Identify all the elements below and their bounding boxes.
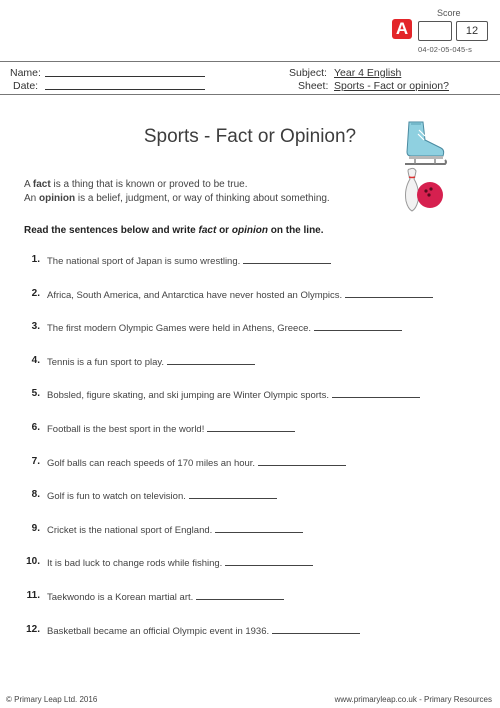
- question-text: Basketball became an official Olympic event in 1936.: [47, 626, 270, 637]
- answer-line[interactable]: [314, 321, 402, 331]
- question-number: 1.: [31, 254, 40, 265]
- answer-line[interactable]: [332, 388, 420, 398]
- instructions: Read the sentences below and write fact or opinion on the line.: [24, 225, 324, 236]
- question-number: 5.: [31, 388, 40, 399]
- question-item: [47, 523, 303, 536]
- answer-line[interactable]: [243, 254, 331, 264]
- question-text: Tennis is a fun sport to play.: [47, 357, 165, 368]
- ice-skate-icon: [397, 118, 449, 170]
- question-number: 8.: [31, 489, 40, 500]
- date-field[interactable]: [45, 89, 205, 90]
- question-number: 9.: [31, 523, 40, 534]
- answer-line[interactable]: [258, 456, 346, 466]
- header-divider: [0, 61, 500, 62]
- score-value: 12: [456, 21, 488, 41]
- question-number: 2.: [31, 288, 40, 299]
- subject-value: Year 4 English: [334, 67, 402, 79]
- worksheet-code: 04-02-05-045-s: [418, 45, 473, 54]
- answer-line[interactable]: [225, 556, 313, 566]
- question-number: 4.: [31, 355, 40, 366]
- answer-line[interactable]: [215, 523, 303, 533]
- question-number: 11.: [26, 590, 40, 601]
- question-item: [47, 624, 360, 637]
- question-item: [47, 321, 402, 334]
- question-item: [47, 489, 277, 502]
- question-text: Taekwondo is a Korean martial art.: [47, 592, 194, 603]
- question-text: Golf balls can reach speeds of 170 miles an hour.: [47, 458, 256, 469]
- answer-line[interactable]: [207, 422, 295, 432]
- question-item: [47, 590, 284, 603]
- question-text: The first modern Olympic Games were held in Athens, Greece.: [47, 323, 311, 334]
- sheet-label: Sheet:: [298, 80, 329, 92]
- question-number: 3.: [31, 321, 40, 332]
- name-field[interactable]: [45, 76, 205, 77]
- score-input-box[interactable]: [418, 21, 452, 41]
- question-number: 10.: [26, 556, 40, 567]
- question-text: It is bad luck to change rods while fishing.: [47, 558, 223, 569]
- opinion-definition: An opinion is a belief, judgment, or way of thinking about something.: [24, 193, 330, 204]
- answer-line[interactable]: [272, 624, 360, 634]
- answer-line[interactable]: [196, 590, 284, 600]
- question-item: [47, 456, 346, 469]
- question-item: [47, 254, 331, 267]
- question-number: 12.: [26, 624, 40, 635]
- question-text: Golf is fun to watch on television.: [47, 491, 186, 502]
- bowling-icon: [400, 165, 448, 217]
- footer-website: www.primaryleap.co.uk - Primary Resources: [334, 695, 492, 704]
- fact-definition: A fact is a thing that is known or proved to be true.: [24, 179, 248, 190]
- question-text: Bobsled, figure skating, and ski jumping are Winter Olympic sports.: [47, 390, 329, 401]
- question-text: Cricket is the national sport of England.: [47, 525, 213, 536]
- name-label: Name:: [10, 67, 41, 79]
- question-text: Africa, South America, and Antarctica have never hosted an Olympics.: [47, 290, 343, 301]
- primary-leap-logo: A: [392, 19, 412, 39]
- question-item: [47, 556, 313, 569]
- answer-line[interactable]: [189, 489, 277, 499]
- question-item: [47, 422, 295, 435]
- question-item: [47, 288, 433, 301]
- page-title: Sports - Fact or Opinion?: [143, 126, 357, 147]
- subject-label: Subject:: [289, 67, 327, 79]
- question-number: 6.: [31, 422, 40, 433]
- footer-copyright: © Primary Leap Ltd. 2016: [6, 695, 98, 704]
- question-number: 7.: [31, 456, 40, 467]
- answer-line[interactable]: [345, 288, 433, 298]
- sheet-value: Sports - Fact or opinion?: [334, 80, 449, 92]
- meta-divider: [0, 94, 500, 95]
- question-item: [47, 355, 255, 368]
- date-label: Date:: [13, 80, 39, 92]
- question-text: Football is the best sport in the world!: [47, 424, 205, 435]
- question-item: [47, 388, 420, 401]
- question-text: The national sport of Japan is sumo wrestling.: [47, 256, 241, 267]
- answer-line[interactable]: [167, 355, 255, 365]
- score-label: Score: [437, 8, 461, 18]
